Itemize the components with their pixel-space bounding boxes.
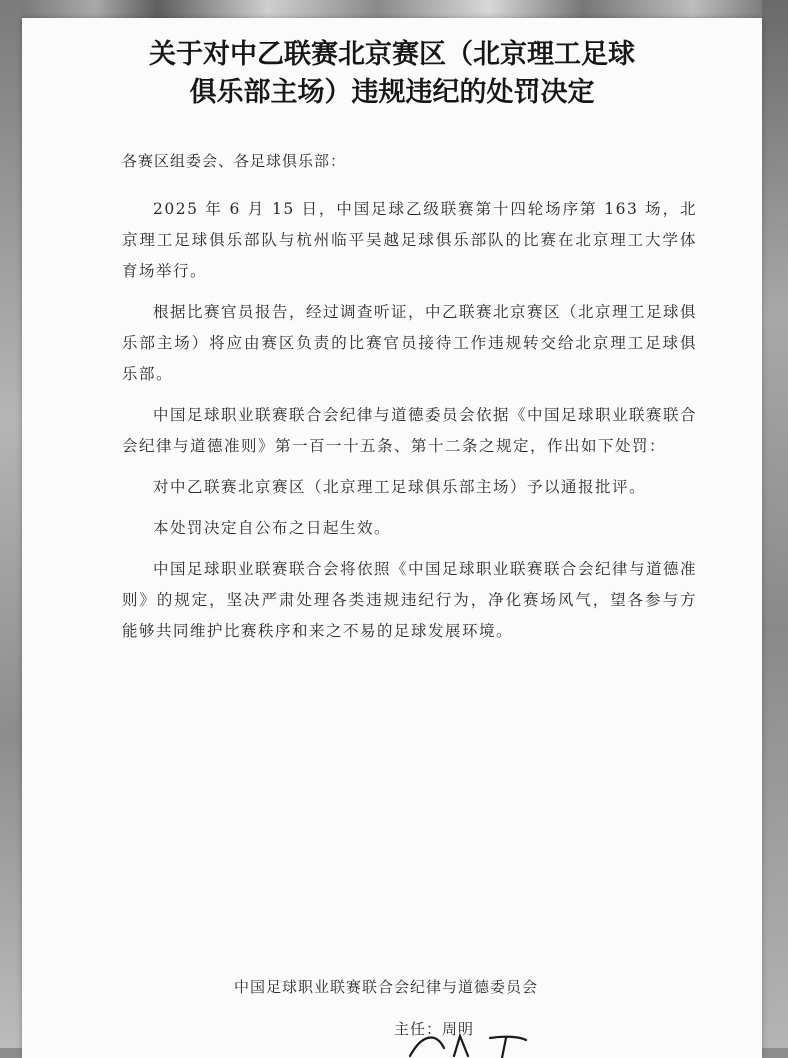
document-page (22, 18, 762, 1058)
paragraph-investigation: 根据比赛官员报告，经过调查听证，中乙联赛北京赛区（北京理工足球俱乐部主场）将应由赛区负责的比赛官员接待工作违规转交给北京理工足球俱乐部。 (122, 303, 698, 383)
handwritten-signature (402, 1030, 562, 1058)
background-photo-right (762, 0, 788, 1048)
salutation: 各赛区组委会、各足球俱乐部： (122, 152, 347, 170)
paragraph-legal-basis: 中国足球职业联赛联合会纪律与道德委员会依据《中国足球职业联赛联合会纪律与道德准则》第一百一十五条、第十二条之规定，作出如下处罚： (122, 406, 698, 455)
paragraph-match-info: 2025 年 6 月 15 日，中国足球乙级联赛第十四轮场序第 163 场，北京理工足球俱乐部队与杭州临平吴越足球俱乐部队的比赛在北京理工大学体育场举行。 (122, 200, 697, 280)
director-line: 主任：周明 (394, 1020, 475, 1038)
paragraph-closing: 中国足球职业联赛联合会将依照《中国足球职业联赛联合会纪律与道德准则》的规定，坚决严肃处理各类违规违纪行为，净化赛场风气，望各参与方能够共同维护比赛秩序和来之不易的足球发展环境。 (122, 560, 698, 640)
title-line-1: 关于对中乙联赛北京赛区（北京理工足球 (149, 39, 635, 70)
title-line-2: 俱乐部主场）违规违纪的处罚决定 (189, 77, 595, 108)
background-photo-left (0, 0, 22, 1048)
paragraph-penalty: 对中乙联赛北京赛区（北京理工足球俱乐部主场）予以通报批评。 (153, 478, 647, 496)
paragraph-effective: 本处罚决定自公布之日起生效。 (153, 519, 392, 537)
document-body (122, 194, 697, 657)
issuer-name: 中国足球职业联赛联合会纪律与道德委员会 (234, 978, 539, 996)
document-title (22, 36, 762, 112)
